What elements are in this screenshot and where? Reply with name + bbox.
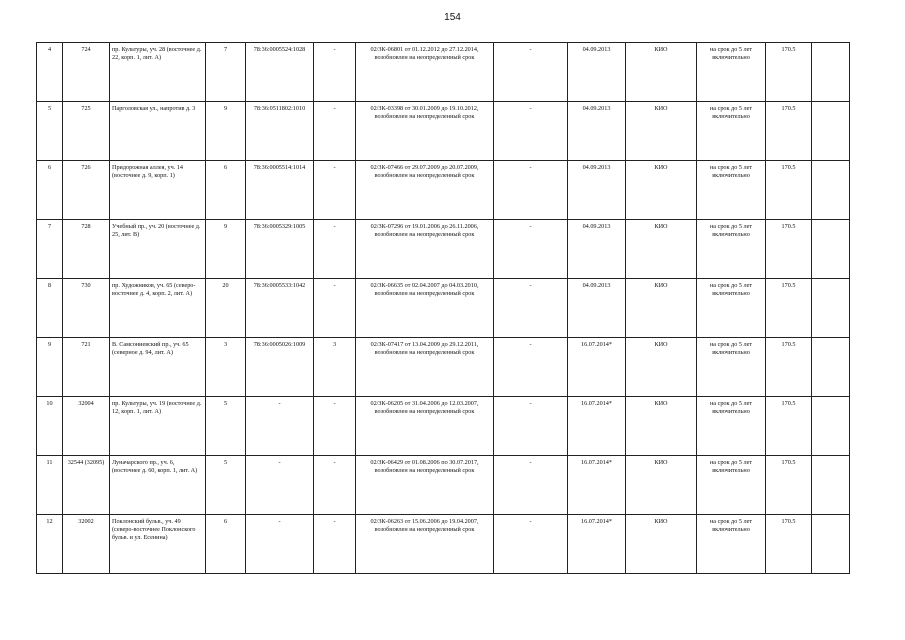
cell-column-8: - <box>494 515 568 574</box>
cell-object-id: 730 <box>63 279 110 338</box>
cell-column-8: - <box>494 220 568 279</box>
cell-column-13 <box>812 338 850 397</box>
cell-area: 20 <box>206 279 246 338</box>
cell-term: на срок до 5 лет включительно <box>697 397 766 456</box>
cell-area: 5 <box>206 397 246 456</box>
cell-column-13 <box>812 220 850 279</box>
cell-column-6: - <box>314 397 356 456</box>
cell-column-6: 3 <box>314 338 356 397</box>
registry-table <box>36 42 850 574</box>
cell-column-8: - <box>494 338 568 397</box>
cell-contract: 02/ЗК-07296 от 19.01.2006 до 26.11.2006, возобновлен на неопределенный срок <box>356 220 494 279</box>
cell-column-8: - <box>494 161 568 220</box>
table-row <box>37 102 850 161</box>
cell-object-id: 724 <box>63 43 110 102</box>
cell-address: В. Самсониевский пр., уч. 65 (северное д. 94, лит. А) <box>110 338 206 397</box>
cell-area: 5 <box>206 456 246 515</box>
table-row <box>37 279 850 338</box>
cell-row-number: 8 <box>37 279 63 338</box>
cell-column-13 <box>812 456 850 515</box>
cell-contract: 02/ЗК-06429 от 01.08.2006 по 30.07.2017, возобновлен на неопределенный срок <box>356 456 494 515</box>
cell-contract: 02/ЗК-06205 от 31.04.2006 до 12.03.2007, возобновлен на неопределенный срок <box>356 397 494 456</box>
cell-row-number: 10 <box>37 397 63 456</box>
cell-term: на срок до 5 лет включительно <box>697 456 766 515</box>
cell-date: 16.07.2014* <box>568 338 626 397</box>
cell-column-6: - <box>314 161 356 220</box>
cell-area: 7 <box>206 43 246 102</box>
cell-agency: КИО <box>626 161 697 220</box>
cell-column-13 <box>812 515 850 574</box>
cell-rate: 170.5 <box>766 220 812 279</box>
cell-rate: 170.5 <box>766 161 812 220</box>
cell-date: 16.07.2014* <box>568 456 626 515</box>
cell-object-id: 32002 <box>63 515 110 574</box>
cell-date: 16.07.2014* <box>568 515 626 574</box>
cell-term: на срок до 5 лет включительно <box>697 279 766 338</box>
table-row <box>37 397 850 456</box>
cell-contract: 02/ЗК-07466 от 29.07.2009 до 20.07.2009, возобновлен на неопределенный срок <box>356 161 494 220</box>
cell-row-number: 5 <box>37 102 63 161</box>
table-row <box>37 43 850 102</box>
cell-term: на срок до 5 лет включительно <box>697 102 766 161</box>
cell-cadastral-number: 78:36:0005329:1005 <box>246 220 314 279</box>
cell-rate: 170.5 <box>766 456 812 515</box>
cell-cadastral-number: 78:36:0005533:1042 <box>246 279 314 338</box>
cell-column-13 <box>812 397 850 456</box>
cell-column-6: - <box>314 43 356 102</box>
cell-term: на срок до 5 лет включительно <box>697 515 766 574</box>
cell-column-13 <box>812 102 850 161</box>
cell-agency: КИО <box>626 279 697 338</box>
cell-agency: КИО <box>626 515 697 574</box>
cell-column-6: - <box>314 456 356 515</box>
cell-rate: 170.5 <box>766 43 812 102</box>
cell-object-id: 32544 (32095) <box>63 456 110 515</box>
cell-contract: 02/ЗК-03398 от 30.01.2009 до 19.10.2012, возобновлен на неопределенный срок <box>356 102 494 161</box>
cell-column-8: - <box>494 102 568 161</box>
cell-area: 6 <box>206 515 246 574</box>
cell-agency: КИО <box>626 43 697 102</box>
cell-cadastral-number: - <box>246 456 314 515</box>
cell-column-6: - <box>314 220 356 279</box>
cell-column-13 <box>812 279 850 338</box>
cell-address: Парголовская ул., напротив д. 3 <box>110 102 206 161</box>
table-row <box>37 161 850 220</box>
cell-column-13 <box>812 161 850 220</box>
cell-row-number: 6 <box>37 161 63 220</box>
cell-date: 04.09.2013 <box>568 43 626 102</box>
cell-row-number: 11 <box>37 456 63 515</box>
table-row <box>37 456 850 515</box>
cell-row-number: 12 <box>37 515 63 574</box>
cell-contract: 02/ЗК-06801 от 01.12.2012 до 27.12.2014, возобновлен на неопределенный срок <box>356 43 494 102</box>
cell-rate: 170.5 <box>766 338 812 397</box>
cell-column-8: - <box>494 397 568 456</box>
cell-address: Придорожная аллея, уч. 14 (восточнее д. 9, корп. 1) <box>110 161 206 220</box>
cell-agency: КИО <box>626 220 697 279</box>
cell-rate: 170.5 <box>766 515 812 574</box>
cell-column-6: - <box>314 515 356 574</box>
cell-address: Поклонский бульв., уч. 49 (северо-восточнее Поклонского бульв. и ул. Есенина) <box>110 515 206 574</box>
cell-cadastral-number: 78:36:0005514:1014 <box>246 161 314 220</box>
table-row <box>37 338 850 397</box>
cell-term: на срок до 5 лет включительно <box>697 161 766 220</box>
cell-cadastral-number: - <box>246 397 314 456</box>
cell-area: 9 <box>206 220 246 279</box>
page-number: 154 <box>444 12 461 23</box>
cell-row-number: 9 <box>37 338 63 397</box>
cell-cadastral-number: - <box>246 515 314 574</box>
cell-date: 04.09.2013 <box>568 220 626 279</box>
cell-term: на срок до 5 лет включительно <box>697 220 766 279</box>
cell-rate: 170.5 <box>766 279 812 338</box>
cell-contract: 02/ЗК-07417 от 13.04.2009 до 29.12.2011, возобновлен на неопределенный срок <box>356 338 494 397</box>
cell-address: пр. Культуры, уч. 28 (восточнее д. 22, корп. 1, лит. А) <box>110 43 206 102</box>
cell-cadastral-number: 78:36:0005026:1009 <box>246 338 314 397</box>
cell-column-8: - <box>494 456 568 515</box>
cell-agency: КИО <box>626 338 697 397</box>
table-row <box>37 220 850 279</box>
cell-contract: 02/ЗК-06635 от 02.04.2007 до 04.03.2010, возобновлен на неопределенный срок <box>356 279 494 338</box>
cell-row-number: 4 <box>37 43 63 102</box>
table-row <box>37 515 850 574</box>
cell-address: Луначарского пр., уч. 6, (восточнее д. 60, корп. 1, лит. А) <box>110 456 206 515</box>
cell-object-id: 32004 <box>63 397 110 456</box>
cell-address: Учебный пр., уч. 20 (восточнее д. 25, лит. В) <box>110 220 206 279</box>
cell-agency: КИО <box>626 397 697 456</box>
cell-agency: КИО <box>626 102 697 161</box>
cell-object-id: 725 <box>63 102 110 161</box>
cell-term: на срок до 5 лет включительно <box>697 338 766 397</box>
cell-object-id: 726 <box>63 161 110 220</box>
cell-rate: 170.5 <box>766 397 812 456</box>
cell-object-id: 721 <box>63 338 110 397</box>
cell-address: пр. Культуры, уч. 19 (восточнее д. 12, корп. 1, лит. А) <box>110 397 206 456</box>
cell-cadastral-number: 78:36:0511802:1010 <box>246 102 314 161</box>
cell-row-number: 7 <box>37 220 63 279</box>
cell-term: на срок до 5 лет включительно <box>697 43 766 102</box>
cell-area: 6 <box>206 161 246 220</box>
cell-date: 16.07.2014* <box>568 397 626 456</box>
cell-column-13 <box>812 43 850 102</box>
cell-date: 04.09.2013 <box>568 279 626 338</box>
cell-address: пр. Художников, уч. 65 (северо-восточнее д. 4, корп. 2, лит. А) <box>110 279 206 338</box>
cell-date: 04.09.2013 <box>568 161 626 220</box>
cell-rate: 170.5 <box>766 102 812 161</box>
cell-object-id: 728 <box>63 220 110 279</box>
cell-agency: КИО <box>626 456 697 515</box>
cell-area: 3 <box>206 338 246 397</box>
cell-cadastral-number: 78:36:0005524:1028 <box>246 43 314 102</box>
cell-column-8: - <box>494 43 568 102</box>
cell-column-6: - <box>314 102 356 161</box>
cell-column-8: - <box>494 279 568 338</box>
cell-column-6: - <box>314 279 356 338</box>
cell-area: 9 <box>206 102 246 161</box>
cell-contract: 02/ЗК-06263 от 15.06.2006 до 19.04.2007, возобновлен на неопределенный срок <box>356 515 494 574</box>
cell-date: 04.09.2013 <box>568 102 626 161</box>
